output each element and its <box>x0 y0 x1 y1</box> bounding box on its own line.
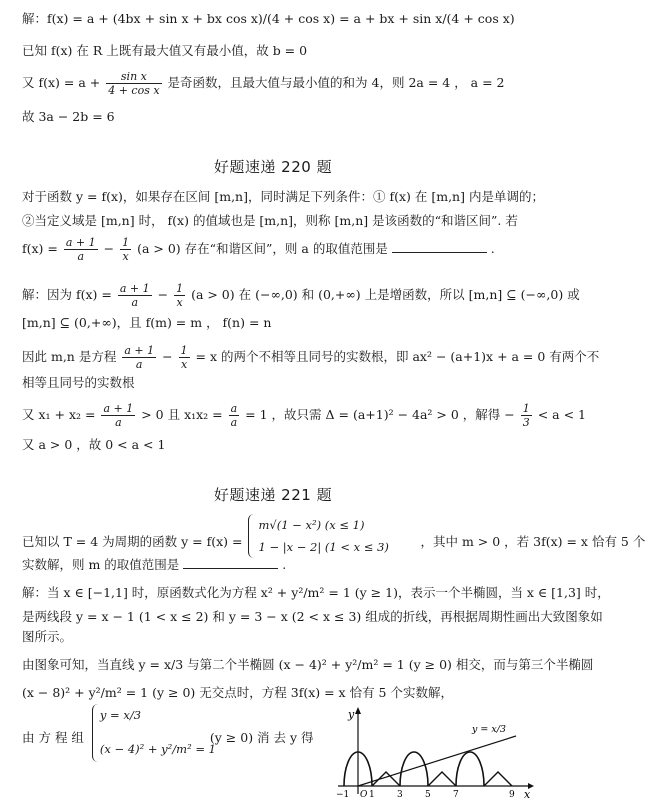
fraction <box>101 402 135 429</box>
text-segment: 由 方 程 组 <box>22 730 84 745</box>
tick-label: −1 <box>336 790 350 800</box>
denominator: a <box>230 416 238 429</box>
solution-221-line-2: 是两线段 y = x − 1 (1 < x ≤ 2) 和 y = 3 − x (2 < x ≤ 3) 组成的折线，再根据周期性画出大致图象如 <box>22 609 603 624</box>
minus-sign: − <box>162 349 173 364</box>
fraction <box>174 282 185 309</box>
minus-sign: − <box>157 287 169 302</box>
case-1: m√(1 − x²) (x ≤ 1) <box>258 518 365 532</box>
piecewise <box>246 518 416 554</box>
fraction <box>521 402 532 429</box>
semi-ellipse-3 <box>456 752 484 786</box>
fraction <box>118 282 152 309</box>
y-axis-arrow <box>355 707 361 714</box>
numerator: a + 1 <box>124 344 155 357</box>
denominator: 3 <box>522 416 530 429</box>
answer-blank <box>183 556 278 569</box>
problem-220-line-3 <box>22 236 528 263</box>
triangle-3 <box>484 772 512 786</box>
text-segment: (a > 0) 在 (−∞,0) 和 (0,+∞) 上是增函数，所以 [m,n] ⊆ (−∞,0) 或 <box>191 287 580 302</box>
fraction <box>120 236 131 263</box>
line-label: y = x/3 <box>472 724 506 735</box>
denominator: a <box>135 358 143 371</box>
tick-label: 3 <box>397 790 403 800</box>
problem-220-line-1: 对于函数 y = f(x)，如果存在区间 [m,n]，同时满足下列条件：① f(x) 在 [m,n] 内是单调的； <box>22 189 544 204</box>
solution-221-line-6 <box>22 708 326 756</box>
denominator: 4 + cos x <box>108 84 160 97</box>
tick-label: 9 <box>509 790 515 800</box>
numerator: a <box>230 402 238 415</box>
text-segment: = 1 ，故只需 Δ = (a+1)² − 4a² > 0 ，解得 − <box>245 407 515 422</box>
problem-title-221: 好题速递 221 题 <box>213 486 333 504</box>
problem-title-220: 好题速递 220 题 <box>213 158 333 176</box>
case-2: 1 − |x − 2| (1 < x ≤ 3) <box>258 540 389 554</box>
text-segment: 又 f(x) = a + <box>22 75 101 90</box>
text-segment: (y ≥ 0) 消 去 y 得 <box>209 730 314 745</box>
tick-label: 1 <box>369 790 375 800</box>
solution-221-line-5: (x − 8)² + y²/m² = 1 (y ≥ 0) 无交点时，方程 3f(x) = x 恰有 5 个实数解， <box>22 685 453 700</box>
equation-system <box>88 708 216 756</box>
tick-label: 5 <box>425 790 431 800</box>
denominator: a <box>77 250 85 263</box>
solution-line-2: 已知 f(x) 在 R 上既有最大值又有最小值，故 b = 0 <box>22 43 308 58</box>
text-segment: > 0 且 x₁x₂ = <box>141 407 223 422</box>
system-eq-2: (x − 4)² + y²/m² = 1 <box>99 742 216 756</box>
fraction <box>64 236 98 263</box>
function-graph <box>334 706 534 801</box>
solution-line-3 <box>22 70 528 97</box>
fraction <box>122 344 156 371</box>
text-segment: 是奇函数，且最大值与最小值的和为 4，则 2a = 4 ， a = 2 <box>167 75 505 90</box>
minus-sign: − <box>103 241 115 256</box>
text-segment: 因此 m,n 是方程 <box>22 349 117 364</box>
denominator: a <box>131 296 139 309</box>
fraction <box>179 344 190 371</box>
triangle-2 <box>428 772 456 786</box>
numerator: a + 1 <box>65 236 96 249</box>
text-segment: ，其中 m > 0 ，若 3f(x) = x 恰有 5 个 <box>420 534 645 549</box>
solution-221-line-4: 由图象可知，当直线 y = x/3 与第二个半椭圆 (x − 4)² + y²/m² = 1 (y ≥ 0) 相交，而与第三个半椭圆 <box>22 657 594 672</box>
solution-220-line-2: [m,n] ⊆ (0,+∞)，且 f(m) = m ， f(n) = n <box>22 315 272 330</box>
problem-221-line-2 <box>22 556 528 574</box>
text-segment: = x 的两个不相等且同号的实数根，即 ax² − (a+1)x + a = 0 有两个不 <box>195 349 600 364</box>
semi-ellipse-2 <box>400 752 428 786</box>
fraction <box>229 402 240 429</box>
solution-221-line-1: 解：当 x ∈ [−1,1] 时，原函数式化为方程 x² + y²/m² = 1 (y ≥ 1)，表示一个半椭圆，当 x ∈ [1,3] 时， <box>22 585 610 600</box>
text-segment: . <box>282 557 287 572</box>
y-axis-label: y <box>348 708 355 721</box>
system-eq-1: y = x/3 <box>99 708 142 722</box>
solution-220-line-6: 又 a > 0 ，故 0 < a < 1 <box>22 437 166 452</box>
text-segment: f(x) = <box>22 241 58 256</box>
numerator: 1 <box>180 344 188 357</box>
denominator: x <box>176 296 183 309</box>
solution-220-line-4: 相等且同号的实数根 <box>22 375 135 390</box>
denominator: x <box>122 250 129 263</box>
text-segment: (a > 0) 存在“和谐区间”，则 a 的取值范围是 <box>137 241 388 256</box>
brace <box>92 704 99 762</box>
text-segment: 又 x₁ + x₂ = <box>22 407 96 422</box>
origin-label: O <box>360 790 368 800</box>
numerator: a + 1 <box>119 282 150 295</box>
solution-line-1: 解：f(x) = a + (4bx + sin x + bx cos x)/(4 + cos x) = a + bx + sin x/(4 + cos x) <box>22 11 515 26</box>
denominator: x <box>180 358 188 371</box>
brace <box>248 514 255 558</box>
problem-220-line-2: ②当定义域是 [m,n] 时， f(x) 的值域也是 [m,n]，则称 [m,n] 是该函数的“和谐区间”. 若 <box>22 213 518 228</box>
solution-line-4: 故 3a − 2b = 6 <box>22 109 115 124</box>
x-axis-label: x <box>524 788 531 801</box>
fraction <box>106 70 161 97</box>
text-segment: < a < 1 <box>537 407 586 422</box>
tick-label: 7 <box>453 790 459 800</box>
solution-220-line-1 <box>22 282 580 309</box>
text-segment: 解：因为 f(x) = <box>22 287 112 302</box>
numerator: 1 <box>122 236 130 249</box>
text-segment: . <box>490 241 495 256</box>
text-segment: 已知以 T = 4 为周期的函数 y = f(x) = <box>22 534 243 549</box>
numerator: a + 1 <box>103 402 134 415</box>
solution-221-line-3: 图所示。 <box>22 629 73 644</box>
numerator: 1 <box>522 402 530 415</box>
problem-221-line-1 <box>22 518 645 554</box>
numerator: sin x <box>106 70 161 84</box>
solution-220-line-5 <box>22 402 586 429</box>
text-segment: 实数解，则 m 的取值范围是 <box>22 557 180 572</box>
answer-blank <box>392 240 487 253</box>
numerator: 1 <box>176 282 184 295</box>
denominator: a <box>115 416 122 429</box>
solution-220-line-3 <box>22 344 600 371</box>
